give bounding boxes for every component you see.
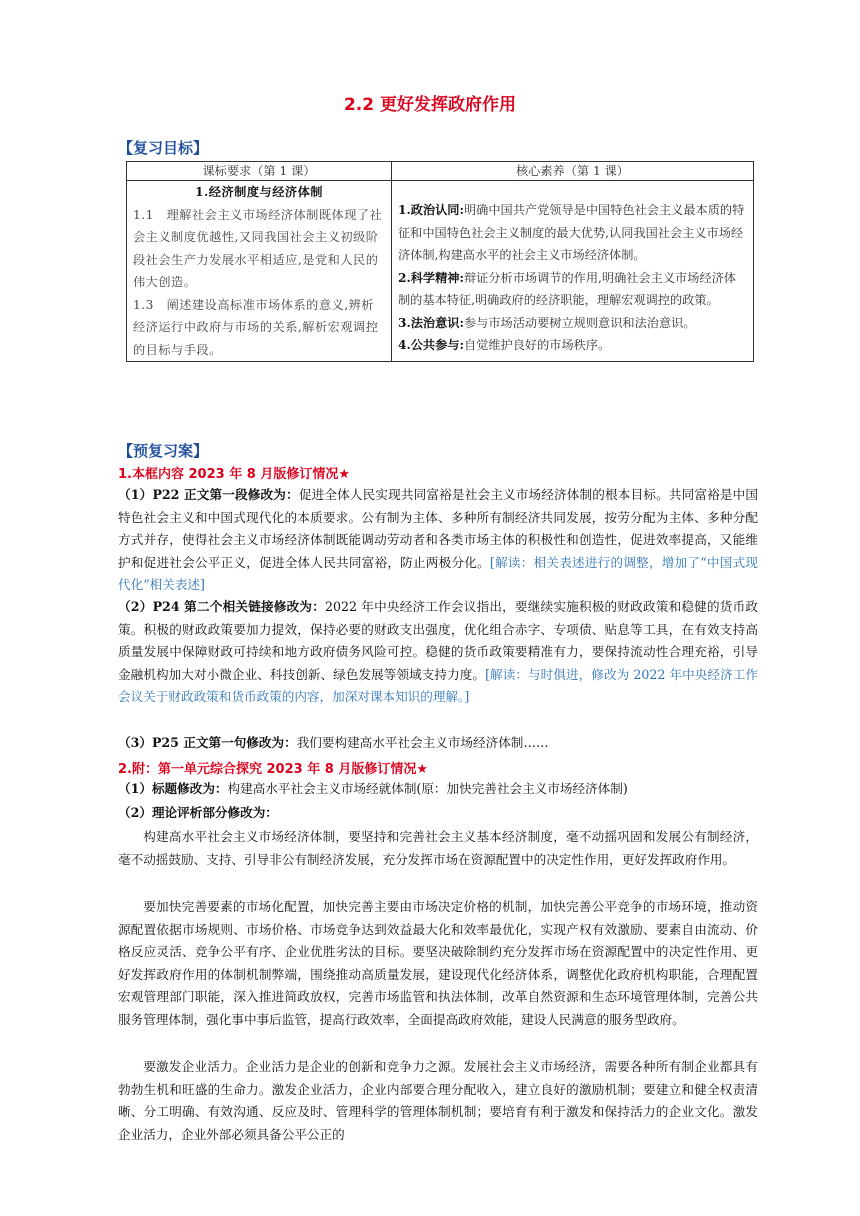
body-paragraph: 要加快完善要素的市场化配置，加快完善主要由市场决定价格的机制，加快完善公平竞争的市场环境，推动资源配置依据市场规则、市场价格、市场竞争达到效益最大化和效率最优化，实现产权有效激励、要素自由流动、价格反应灵活、竞争公平有序、企业优胜劣汰的目标。要坚决破除制约充分发挥市场在资源配置中的决定性作用、更好发挥政府作用的体制机制弊端，围绕推动高质量发展，建设现代化经济体系，调整优化政府机构职能，合理配置宏观管理部门职能，深入推进简政放权，完善市场监管和执法体制，改革自然资源和生态环境管理体制，完善公共服务管理体制，强化事中事后监管，提高行政效率，全面提高政府效能，建设人民满意的服务型政府。	[118, 899, 758, 1027]
revision-label: （2）理论评析部分修改为：	[118, 805, 278, 820]
review-goals-table	[126, 161, 754, 362]
standard-item: 1.3 阐述建设高标准市场体系的意义,辨析经济运行中政府与市场的关系,解析宏观调控的目标与手段。	[133, 297, 379, 357]
revision-text: 构建高水平社会主义市场经就体制(原：加快完善社会主义市场经济体制)	[227, 781, 628, 796]
interpretation-note: [解读：与时俱进，修改为 2022 年中央经济工作会议关于财政政策和货币政策的内容，加深对课本知识的理解。]	[118, 666, 758, 704]
core-literacy-cell	[392, 181, 754, 362]
col-right-header: 核心素养（第 1 课）	[392, 162, 754, 181]
standard-item: 1.1 理解社会主义市场经济体制既体现了社会主义制度优越性,又同我国社会主义初级阶段社会生产力发展水平相适应,是党和人民的伟大创造。	[133, 207, 383, 289]
literacy-label: 4.公共参与:	[398, 338, 464, 352]
literacy-label: 1.政治认同:	[398, 203, 464, 217]
preview-heading: 【预复习案】	[118, 442, 209, 460]
page-title: 2.2 更好发挥政府作用	[343, 95, 517, 115]
literacy-text: 参与市场活动要树立规则意识和法治意识。	[463, 315, 696, 330]
revision-item-1	[118, 484, 758, 597]
col-left-header: 课标要求（第 1 课）	[127, 162, 392, 181]
table-header-row	[127, 162, 754, 181]
literacy-item	[398, 267, 747, 312]
literacy-label: 2.科学精神:	[398, 270, 464, 285]
literacy-label: 3.法治意识:	[398, 315, 464, 330]
curriculum-standards-cell	[127, 181, 392, 362]
revision-label: （2）P24 第二个相关链接修改为：	[118, 599, 326, 614]
interpretation-note: [解读：相关表述进行的调整，增加了“中国式现代化”相关表述]	[118, 554, 758, 592]
revision-label: （1）P22 正文第一段修改为：	[118, 487, 299, 502]
revision-label: （1）标题修改为：	[118, 781, 228, 796]
literacy-item	[398, 199, 747, 267]
section-1-heading: 1.本框内容 2023 年 8 月版修订情况★	[118, 467, 350, 482]
review-goals-heading: 【复习目标】	[118, 139, 209, 157]
literacy-text: 辩证分析市场调节的作用,明确社会主义市场经济体制的基本特征,明确政府的经济职能，理解宏观调控的政策。	[398, 270, 736, 307]
standard-title: 1.经济制度与经济体制	[195, 185, 323, 199]
literacy-text: 明确中国共产党领导是中国特色社会主义最本质的特征和中国特色社会主义制度的最大优势,认同我国社会主义市场经济体制,构建高水平的社会主义市场经济体制。	[398, 203, 745, 262]
revision-text: 我们要构建高水平社会主义市场经济体制……	[296, 735, 549, 750]
table-row	[127, 181, 754, 362]
revision-item-5	[118, 802, 758, 825]
revision-item-3	[118, 732, 758, 755]
revision-item-2	[118, 596, 758, 709]
body-paragraph: 要激发企业活力。企业活力是企业的创新和竞争力之源。发展社会主义市场经济，需要各种所有制企业都具有勃勃生机和旺盛的生命力。激发企业活力，企业内部要合理分配收入，建立良好的激励机制；要建立和健全权责清晰、分工明确、有效沟通、反应及时、管理科学的管理体制机制；要培育有利于激发和保持活力的企业文化。激发企业活力，企业外部必须具备公平公正的	[118, 1059, 758, 1142]
revision-item-4	[118, 778, 758, 801]
literacy-item	[398, 312, 747, 335]
revision-label: （3）P25 正文第一句修改为：	[118, 735, 297, 750]
revision-text: 2022 年中央经济工作会议指出，要继续实施积极的财政政策和稳健的货币政策。积极的财政政策要加力提效，保持必要的财政支出强度，优化组合赤字、专项债、贴息等工具，在有效支持高质量发展中保障财政可持续和地方政府债务风险可控。稳健的货币政策要精准有力，要保持流动性合理充裕，引导金融机构加大对小微企业、科技创新、绿色发展等领域支持力度。	[118, 599, 758, 682]
body-paragraph: 构建高水平社会主义市场经济体制，要坚持和完善社会主义基本经济制度，毫不动摇巩固和发展公有制经济，毫不动摇鼓励、支持、引导非公有制经济发展，充分发挥市场在资源配置中的决定性作用，更好发挥政府作用。	[118, 829, 758, 867]
revision-text: 促进全体人民实现共同富裕是社会主义市场经济体制的根本目标。共同富裕是中国特色社会主义和中国式现代化的本质要求。公有制为主体、多种所有制经济共同发展，按劳分配为主体、多种分配方式并存，使得社会主义市场经济体制既能调动劳动者和各类市场主体的积极性和创造性，促进效率提高，又能维护和促进社会公平正义，促进全体人民共同富裕，防止两极分化。	[118, 487, 758, 570]
literacy-item	[398, 334, 747, 357]
section-2-heading: 2.附：第一单元综合探究 2023 年 8 月版修订情况★	[118, 762, 428, 777]
literacy-text: 自觉维护良好的市场秩序。	[463, 338, 611, 352]
